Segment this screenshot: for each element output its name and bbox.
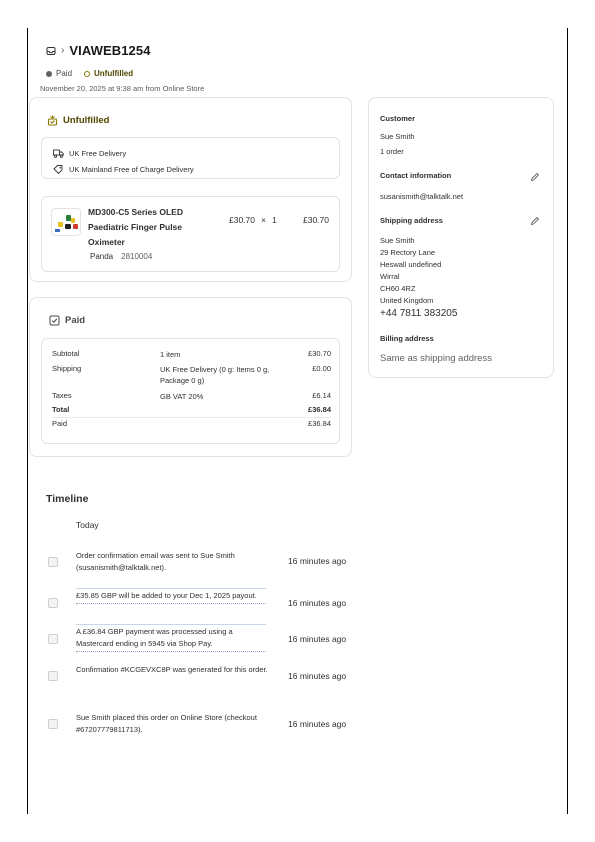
fulfillment-status-badge <box>84 69 133 78</box>
summary-desc: UK Free Delivery (0 g: Items 0 g, Package 0 g) <box>160 365 270 385</box>
product-thumbnail[interactable] <box>51 208 81 236</box>
address-line: United Kingdom <box>380 296 434 305</box>
payment-summary <box>41 338 340 444</box>
page-border-right <box>567 28 568 814</box>
product-meta <box>90 252 152 261</box>
summary-label: Total <box>52 405 70 414</box>
summary-label: Taxes <box>52 391 72 400</box>
summary-desc: GB VAT 20% <box>160 392 204 401</box>
unfulfilled-ring-icon <box>84 71 90 77</box>
receipt-check-icon <box>49 315 60 326</box>
shipping-address-label: Shipping address <box>380 216 443 225</box>
customer-card <box>368 97 554 378</box>
timeline-event-text: A £36.84 GBP payment was processed using a Mastercard ending in 5945 via Shop Pay. <box>76 624 266 652</box>
timeline-event-time[interactable]: 16 minutes ago <box>288 634 347 644</box>
contact-info-label: Contact information <box>380 171 452 180</box>
timeline-marker-icon <box>48 598 58 608</box>
product-variant: Panda <box>90 252 114 261</box>
tag-icon <box>53 165 64 174</box>
summary-desc: 1 item <box>160 350 181 359</box>
line-total: £30.70 <box>303 215 329 225</box>
delivery-method-label: UK Free Delivery <box>69 149 127 158</box>
address-line: Heswall undefined <box>380 260 442 269</box>
discount-row <box>53 165 194 174</box>
timeline-event-text: Sue Smith placed this order on Online Store (checkout #67207779811713). <box>76 713 257 734</box>
product-price-qty <box>229 215 277 225</box>
payment-card-title <box>49 315 85 326</box>
truck-icon <box>53 149 64 158</box>
summary-amount: £36.84 <box>308 419 331 428</box>
timeline-event-time[interactable]: 16 minutes ago <box>288 719 347 729</box>
product-image <box>52 209 81 236</box>
address-line: Sue Smith <box>380 236 415 245</box>
timeline-event-text: Order confirmation email was sent to Sue Smith (susanismith@talktalk.net). <box>76 551 235 572</box>
timeline-event-time[interactable]: 16 minutes ago <box>288 598 347 608</box>
summary-divider <box>52 417 331 418</box>
timeline-event-text: £35.85 GBP will be added to your Dec 1, 2025 payout. <box>76 588 266 604</box>
customer-email-link[interactable]: susanismith@talktalk.net <box>380 192 464 201</box>
billing-address-label: Billing address <box>380 334 434 343</box>
timeline-marker-icon <box>48 634 58 644</box>
summary-amount: £0.00 <box>312 364 331 373</box>
summary-amount: £30.70 <box>308 349 331 358</box>
discount-label: UK Mainland Free of Charge Delivery <box>69 165 194 174</box>
customer-orders-link[interactable]: 1 order <box>380 147 404 156</box>
payment-status-label: Paid <box>56 69 73 78</box>
customer-phone: +44 7811 383205 <box>380 308 458 319</box>
address-line: CH60 4RZ <box>380 284 416 293</box>
summary-amount: £36.84 <box>308 405 331 414</box>
timeline-marker-icon <box>48 671 58 681</box>
line-item <box>41 196 340 272</box>
order-header <box>46 43 151 58</box>
summary-amount: £6.14 <box>312 391 331 400</box>
customer-section-label: Customer <box>380 114 416 123</box>
timeline-event-time[interactable]: 16 minutes ago <box>288 556 347 566</box>
inbox-icon[interactable] <box>46 46 56 56</box>
page-border-left <box>27 28 28 814</box>
timeline-marker-icon <box>48 557 58 567</box>
status-badges <box>46 69 133 78</box>
pencil-icon[interactable] <box>530 172 540 182</box>
times-sign: × <box>261 215 266 225</box>
order-date-source: November 20, 2025 at 9:38 am from Online Store <box>40 84 205 93</box>
pencil-icon[interactable] <box>530 216 540 226</box>
breadcrumb-chevron-icon: › <box>61 45 65 56</box>
address-line: 29 Rectory Lane <box>380 248 436 257</box>
order-id-title: VIAWEB1254 <box>69 43 151 58</box>
timeline-marker-icon <box>48 719 58 729</box>
timeline-event-time[interactable]: 16 minutes ago <box>288 671 347 681</box>
summary-label: Paid <box>52 419 68 428</box>
quantity: 1 <box>271 215 277 225</box>
payment-status-badge <box>46 69 72 78</box>
timeline-day-label: Today <box>76 520 99 530</box>
summary-label: Subtotal <box>52 349 80 358</box>
product-name-link[interactable]: MD300-C5 Series OLED Paediatric Finger Pulse Oximeter <box>88 207 183 247</box>
address-line: Wirral <box>380 272 400 281</box>
fulfillment-card <box>29 97 352 282</box>
paid-dot-icon <box>46 71 52 77</box>
fulfillment-card-title <box>47 115 109 126</box>
fulfillment-title-label: Unfulfilled <box>63 115 110 126</box>
timeline-title: Timeline <box>46 493 89 505</box>
fulfillment-status-label: Unfulfilled <box>94 69 134 78</box>
shipping-address <box>380 235 441 307</box>
product-sku: 2810004 <box>121 252 153 261</box>
payment-title-label: Paid <box>65 315 86 326</box>
package-icon <box>47 115 58 126</box>
payment-card <box>29 297 352 457</box>
delivery-methods-box <box>41 137 340 179</box>
summary-label: Shipping <box>52 364 82 373</box>
billing-address-value: Same as shipping address <box>380 353 492 364</box>
timeline-event-text: Confirmation #KCGEVXC8P was generated for this order. <box>76 665 268 674</box>
delivery-method-row <box>53 149 126 158</box>
unit-price: £30.70 <box>229 215 255 225</box>
customer-name-link[interactable]: Sue Smith <box>380 132 415 141</box>
